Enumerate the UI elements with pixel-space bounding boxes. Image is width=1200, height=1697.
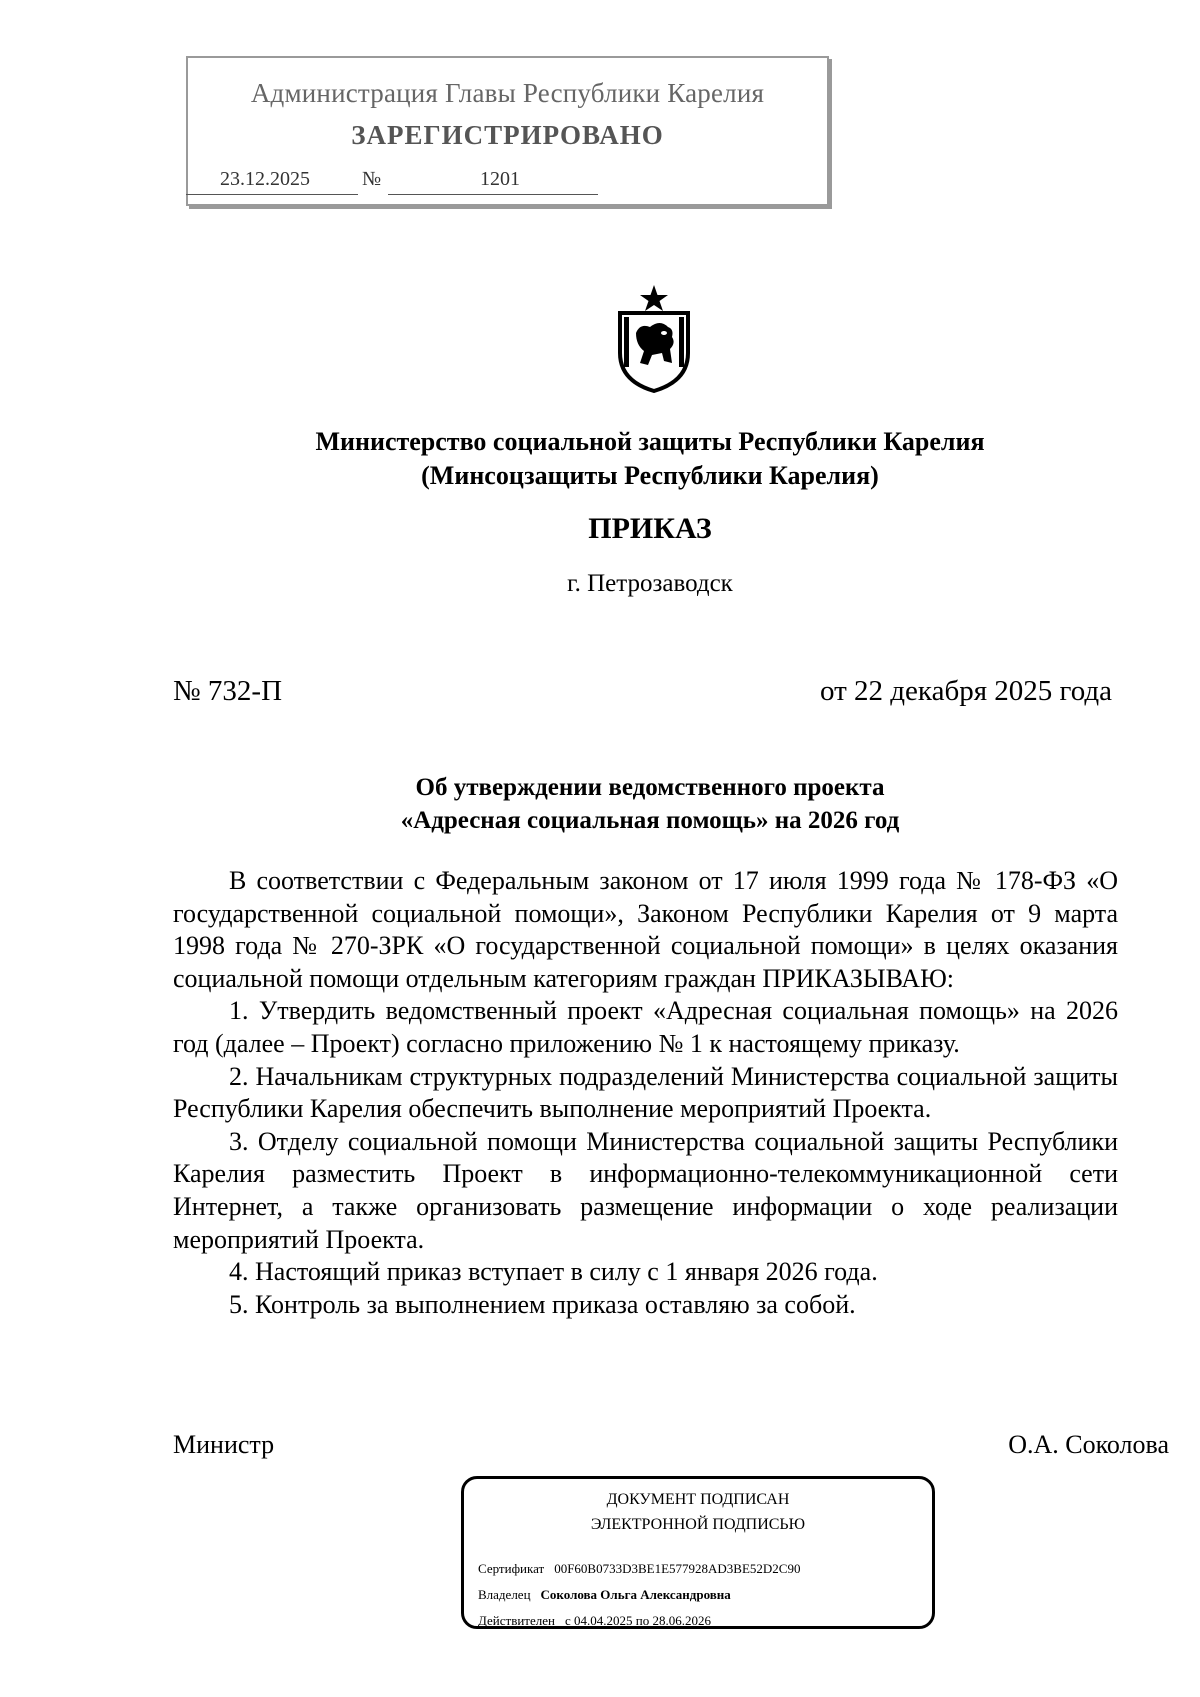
esign-header-line-2: ЭЛЕКТРОННОЙ ПОДПИСЬЮ [590,1516,806,1533]
order-item-1: 1. Утвердить ведомственный проект «Адресная социальная помощь» на 2026 год (далее – Проект) согласно приложению № 1 к настоящему приказу. [173,996,1118,1058]
esign-owner-value: Соколова Ольга Александровна [540,1587,731,1602]
esign-header-line-1: ДОКУМЕНТ ПОДПИСАН [606,1491,790,1508]
esign-certificate-row [478,1561,800,1577]
signatory-name: О.А. Соколова [1008,1430,1169,1459]
ministry-header [0,425,1200,493]
electronic-signature-stamp [461,1476,935,1629]
registration-date-underline [186,194,358,195]
subject-line-2: «Адресная социальная помощь» на 2026 год [400,807,900,834]
order-item-3: 3. Отделу социальной помощи Министерства социальной защиты Республики Карелия разместить Проект в информационно-телекоммуникационной сети Интернет, а также организовать размещение информации о ходе реализации мероприятий Проекта. [173,1126,1118,1254]
ministry-short-name: (Минсоцзащиты Республики Карелия) [421,461,879,490]
order-date: от 22 декабря 2025 года [820,675,1112,707]
ministry-name: Министерство социальной защиты Республики Карелия [315,427,985,456]
order-item-4: 4. Настоящий приказ вступает в силу с 1 января 2026 года. [229,1257,878,1287]
order-item-5: 5. Контроль за выполнением приказа оставляю за собой. [229,1289,856,1319]
registration-organization: Администрация Главы Республики Карелия [250,78,765,108]
registration-status: ЗАРЕГИСТРИРОВАНО [351,120,664,150]
registration-stamp [186,56,829,206]
esign-owner-row [478,1587,731,1603]
registration-date: 23.12.2025 [220,168,310,190]
order-body [173,865,1118,1321]
order-number: № 732-П [173,675,283,707]
subject-line-1: Об утверждении ведомственного проекта [415,774,885,801]
esign-owner-label: Владелец [478,1587,531,1602]
registration-number-label: № [362,168,382,190]
preamble-paragraph: В соответствии с Федеральным законом от 17 июля 1999 года № 178-ФЗ «О государственной социальной помощи», Законом Республики Карелия от 9 марта 1998 года № 270-ЗРК «О государственной социальной помощи» в целях оказания социальной помощи отдельным категориям граждан ПРИКАЗЫВАЮ: [173,866,1118,993]
registration-number-underline [388,194,598,195]
order-subject [0,771,1200,837]
esign-validity-value: с 04.04.2025 по 28.06.2026 [564,1613,711,1628]
registration-number: 1201 [480,168,520,190]
document-city: г. Петрозаводск [567,570,733,597]
esign-validity-label: Действителен [478,1613,555,1628]
signatory-title: Министр [173,1430,275,1459]
esign-certificate-label: Сертификат [478,1561,545,1576]
order-item-2: 2. Начальникам структурных подразделений Министерства социальной защиты Республики Карелия обеспечить выполнение мероприятий Проекта. [173,1061,1118,1124]
esign-validity-row [478,1613,711,1629]
karelia-coat-of-arms-icon [614,283,694,393]
esign-certificate-value: 00F60B0733D3BE1E577928AD3BE52D2C90 [554,1561,801,1576]
document-type: ПРИКАЗ [588,512,712,545]
